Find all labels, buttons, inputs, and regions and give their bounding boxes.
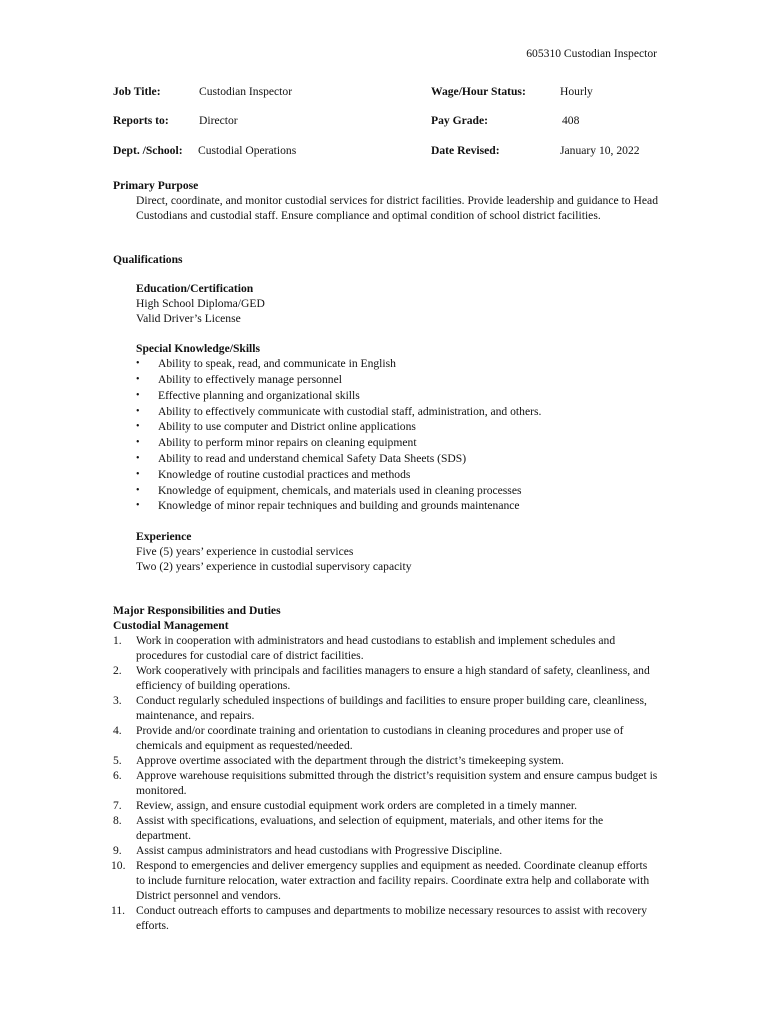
item-number: 10. [111, 859, 126, 873]
bullet-icon: • [136, 374, 140, 385]
responsibility-text: Approve warehouse requisitions submitted through the district’s requisition system and ensure campus budget is monitored. [136, 769, 658, 798]
education-heading: Education/Certification [136, 282, 254, 295]
document-header-title: 605310 Custodian Inspector [526, 47, 657, 60]
responsibility-item [113, 768, 658, 798]
item-number: 8. [113, 814, 122, 828]
item-number: 4. [113, 724, 122, 738]
qualifications-heading: Qualifications [113, 253, 183, 266]
bullet-icon: • [136, 437, 140, 449]
skill-text: Effective planning and organizational skills [158, 388, 360, 402]
bullet-icon: • [136, 452, 140, 464]
responsibility-text: Respond to emergencies and deliver emergency supplies and equipment as needed. Coordinate cleanup efforts to include furniture relocation, water extraction and facility repairs. Coordinate extra help and collaborate with District personnel and vendors. [136, 859, 650, 903]
responsibility-item [113, 693, 658, 723]
responsibilities-section [113, 603, 658, 933]
skill-item [136, 498, 656, 514]
wage-status-value: Hourly [560, 85, 593, 98]
skill-item [136, 483, 656, 499]
education-subsection [136, 281, 265, 327]
responsibilities-heading: Major Responsibilities and Duties [113, 604, 281, 617]
item-number: 9. [113, 844, 122, 858]
skill-text: Ability to use computer and District online applications [158, 420, 416, 434]
item-number: 2. [113, 664, 122, 678]
skill-item [136, 372, 656, 388]
skill-item [136, 404, 656, 420]
responsibility-item [113, 813, 658, 843]
responsibility-text: Assist campus administrators and head custodians with Progressive Discipline. [136, 844, 503, 858]
job-title-value: Custodian Inspector [199, 85, 293, 98]
job-title-label: Job Title: [113, 85, 161, 98]
responsibility-text: Review, assign, and ensure custodial equipment work orders are completed in a timely manner. [136, 799, 577, 813]
experience-item: Five (5) years’ experience in custodial services [136, 545, 354, 559]
skill-text: Ability to perform minor repairs on cleaning equipment [158, 436, 417, 450]
skill-text: Knowledge of routine custodial practices and methods [158, 467, 411, 481]
skill-text: Knowledge of equipment, chemicals, and materials used in cleaning processes [158, 483, 522, 497]
skill-text: Knowledge of minor repair techniques and building and grounds maintenance [158, 499, 520, 513]
wage-status-label: Wage/Hour Status: [431, 85, 526, 98]
responsibility-item [113, 843, 658, 858]
skills-list [136, 356, 656, 514]
pay-grade-label: Pay Grade: [431, 114, 488, 127]
info-row-reports-to [113, 113, 663, 129]
bullet-icon: • [136, 358, 140, 370]
responsibility-text: Provide and/or coordinate training and orientation to custodians in cleaning procedures and proper use of chemicals and equipment as requested/needed. [136, 724, 624, 753]
responsibility-item [113, 633, 658, 663]
item-number: 7. [113, 799, 122, 813]
department-label: Dept. /School: [113, 144, 183, 157]
responsibility-item [113, 753, 658, 768]
skill-item [136, 356, 656, 372]
bullet-icon: • [136, 405, 140, 417]
qualifications-section [113, 252, 658, 574]
skill-item [136, 388, 656, 404]
experience-heading: Experience [136, 530, 192, 543]
primary-purpose-heading: Primary Purpose [113, 179, 199, 192]
bullet-icon: • [136, 468, 140, 480]
date-revised-value: January 10, 2022 [560, 144, 640, 157]
experience-item: Two (2) years’ experience in custodial supervisory capacity [136, 560, 412, 574]
reports-to-label: Reports to: [113, 114, 169, 127]
skill-item [136, 467, 656, 483]
responsibility-text: Conduct outreach efforts to campuses and departments to mobilize necessary resources to assist with recovery efforts. [136, 904, 648, 933]
experience-subsection [136, 529, 412, 575]
education-item: High School Diploma/GED [136, 297, 265, 311]
item-number: 3. [113, 694, 122, 708]
bullet-icon: • [136, 389, 140, 401]
bullet-icon: • [136, 421, 140, 433]
responsibility-text: Conduct regularly scheduled inspections of buildings and facilities to ensure proper building care, cleanliness, maintenance, and repairs. [136, 694, 647, 723]
skill-item [136, 419, 656, 435]
responsibility-text: Work cooperatively with principals and facilities managers to ensure a high standard of safety, cleanliness, and efficiency of building operations. [136, 664, 650, 693]
skill-text: Ability to effectively communicate with custodial staff, administration, and others. [158, 404, 542, 418]
item-number: 6. [113, 769, 122, 783]
responsibility-text: Work in cooperation with administrators and head custodians to establish and implement schedules and procedures for custodial care of district facilities. [136, 634, 616, 663]
education-item: Valid Driver’s License [136, 312, 241, 326]
skill-text: Ability to speak, read, and communicate in English [158, 357, 396, 371]
skill-item [136, 435, 656, 451]
primary-purpose-text: Direct, coordinate, and monitor custodial services for district facilities. Provide leadership and guidance to Head Custodians and custodial staff. Ensure compliance and optimal condition of school district facilities. [136, 194, 658, 223]
responsibilities-list [113, 633, 658, 933]
reports-to-value: Director [199, 114, 238, 127]
responsibility-text: Assist with specifications, evaluations, and selection of equipment, materials, and other items for the department. [136, 814, 604, 843]
info-row-job-title [113, 84, 663, 100]
skill-text: Ability to effectively manage personnel [158, 373, 342, 386]
responsibility-item [113, 798, 658, 813]
item-number: 1. [113, 634, 122, 648]
skill-item [136, 451, 656, 467]
responsibility-text: Approve overtime associated with the department through the district’s timekeeping system. [136, 754, 564, 768]
item-number: 11. [111, 904, 126, 918]
skills-subsection [136, 341, 656, 514]
date-revised-label: Date Revised: [431, 144, 500, 157]
skills-heading: Special Knowledge/Skills [136, 342, 261, 355]
responsibility-item [113, 903, 658, 933]
bullet-icon: • [136, 484, 140, 496]
pay-grade-value: 408 [562, 114, 580, 127]
skill-text: Ability to read and understand chemical Safety Data Sheets (SDS) [158, 451, 467, 465]
responsibility-item [113, 663, 658, 693]
responsibility-item [113, 723, 658, 753]
primary-purpose-section [113, 178, 658, 224]
department-value: Custodial Operations [198, 144, 297, 157]
bullet-icon: • [136, 500, 140, 512]
item-number: 5. [113, 754, 122, 768]
responsibility-item [113, 858, 658, 903]
info-row-department [113, 143, 663, 159]
custodial-management-heading: Custodial Management [113, 619, 229, 633]
